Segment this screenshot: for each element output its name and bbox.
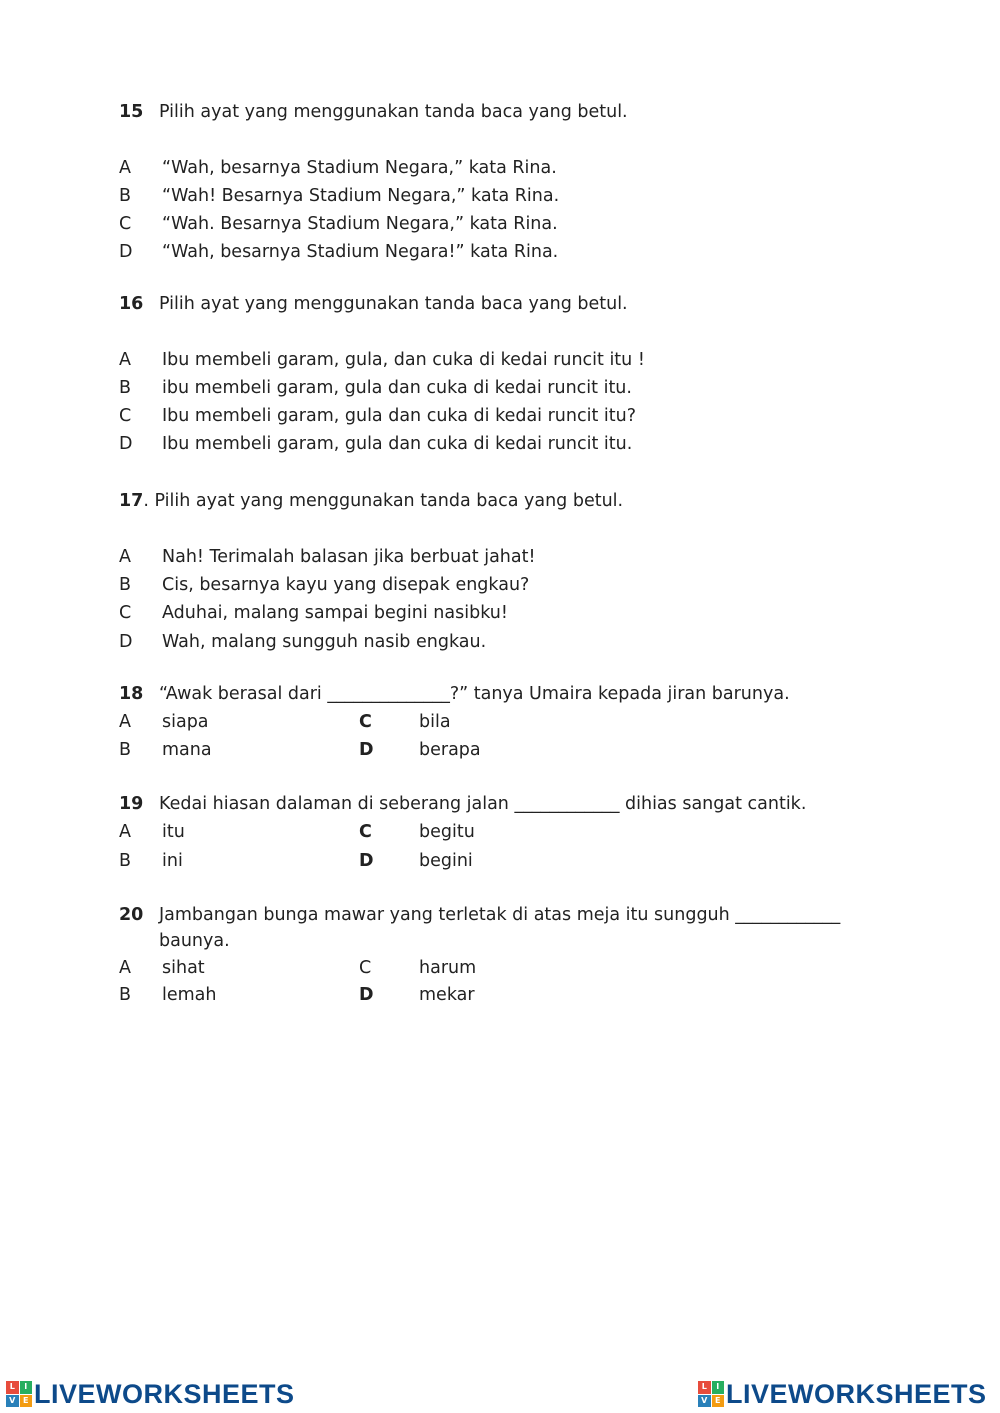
option-text: “Wah. Besarnya Stadium Negara,” kata Rina. [162,214,558,234]
option-letter: A [119,350,131,370]
option-letter: B [119,740,132,760]
question-number: 20 [119,905,144,925]
option-text: Nah! Terimalah balasan jika berbuat jahat! [162,547,536,567]
logo-text: LIVEWORKSHEETS [34,1378,295,1409]
option-letter: D [119,434,133,454]
option-text: Aduhai, malang sampai begini nasibku! [162,603,508,623]
logo-mark-letter: I [712,1381,725,1394]
option-letter: B [119,378,132,398]
option-text: itu [162,822,185,842]
question-16 [119,291,628,317]
question-15 [119,99,628,125]
question-18 [119,681,790,707]
logo-mark-letter: E [20,1395,33,1408]
option-letter: D [119,632,133,652]
question-number: 18 [119,684,144,704]
logo-mark-letter: I [20,1381,33,1394]
option-letter: B [119,575,132,595]
question-text: Pilih ayat yang menggunakan tanda baca yang betul. [159,102,628,122]
option-text: mana [162,740,212,760]
logo-mark-icon [698,1381,724,1407]
option-letter: C [119,214,132,234]
option-letter: C [359,822,372,842]
option-letter: A [119,547,131,567]
liveworksheets-logo-left [6,1376,295,1412]
question-20 [119,902,879,954]
option-letter: C [119,406,132,426]
option-letter: A [119,158,131,178]
question-number: 17 [119,491,144,511]
logo-mark-icon [6,1381,32,1407]
option-letter: B [119,186,132,206]
option-letter: D [359,985,374,1005]
option-letter: A [119,958,131,978]
option-letter: A [119,822,131,842]
logo-mark-letter: V [6,1395,19,1408]
option-letter: C [119,603,132,623]
option-letter: D [359,851,374,871]
question-text: Pilih ayat yang menggunakan tanda baca yang betul. [159,294,628,314]
question-17 [119,488,623,514]
option-letter: C [359,712,372,732]
question-text: Jambangan bunga mawar yang terletak di atas meja itu sungguh ____________ baunya. [159,905,841,951]
question-text: . Pilih ayat yang menggunakan tanda baca yang betul. [143,491,624,511]
logo-text: LIVEWORKSHEETS [726,1378,987,1409]
option-text: “Wah, besarnya Stadium Negara!” kata Rina. [162,242,559,262]
question-number: 19 [119,794,144,814]
option-text: berapa [419,740,481,760]
question-number: 16 [119,294,144,314]
question-number: 15 [119,102,144,122]
question-19 [119,791,806,817]
option-text: Cis, besarnya kayu yang disepak engkau? [162,575,530,595]
option-text: “Wah, besarnya Stadium Negara,” kata Rina. [162,158,557,178]
logo-mark-letter: L [698,1381,711,1394]
option-text: harum [419,958,477,978]
option-letter: B [119,851,132,871]
option-text: Ibu membeli garam, gula, dan cuka di kedai runcit itu ! [162,350,645,370]
option-text: Ibu membeli garam, gula dan cuka di kedai runcit itu? [162,406,636,426]
option-text: mekar [419,985,475,1005]
option-letter: D [359,740,374,760]
option-text: bila [419,712,451,732]
logo-mark-letter: L [6,1381,19,1394]
option-letter: B [119,985,132,1005]
question-text: Kedai hiasan dalaman di seberang jalan ____________ dihias sangat cantik. [159,794,807,814]
logo-mark-letter: V [698,1395,711,1408]
question-text: “Awak berasal dari ______________?” tanya Umaira kepada jiran barunya. [159,684,790,704]
liveworksheets-logo-right [698,1376,987,1412]
option-text: lemah [162,985,217,1005]
option-text: “Wah! Besarnya Stadium Negara,” kata Rina. [162,186,560,206]
option-text: sihat [162,958,205,978]
option-text: begini [419,851,473,871]
option-letter: D [119,242,133,262]
logo-mark-letter: E [712,1395,725,1408]
option-letter: C [359,958,372,978]
option-text: begitu [419,822,475,842]
option-text: siapa [162,712,209,732]
option-text: Ibu membeli garam, gula dan cuka di kedai runcit itu. [162,434,633,454]
option-text: Wah, malang sungguh nasib engkau. [162,632,487,652]
option-letter: A [119,712,131,732]
option-text: ibu membeli garam, gula dan cuka di kedai runcit itu. [162,378,632,398]
option-text: ini [162,851,183,871]
